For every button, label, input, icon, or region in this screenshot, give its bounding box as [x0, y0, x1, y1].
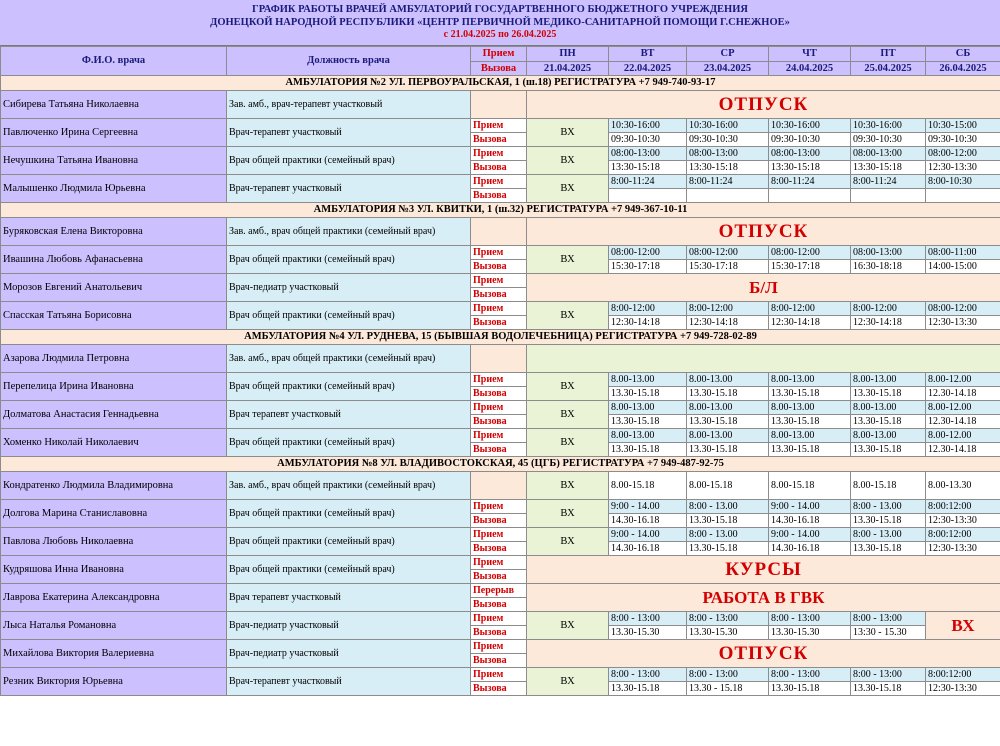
call-hours: 13:30 - 15.30 [851, 626, 926, 640]
reception-label: Прием [471, 668, 527, 682]
doctor-position: Врач-терапевт участковый [227, 175, 471, 203]
work-hours: 8.00-15.18 [687, 472, 769, 500]
status-note: Б/Л [527, 274, 1000, 302]
doctor-position: Зав. амб., врач общей практики (семейный врач) [227, 345, 471, 373]
call-hours [926, 189, 1000, 203]
doctor-position: Врач общей практики (семейный врач) [227, 302, 471, 330]
doctor-name: Резник Виктория Юрьевна [1, 668, 227, 696]
col-header-date: 21.04.2025 [527, 62, 609, 76]
calls-label: Вызова [471, 654, 527, 668]
col-header-day: ПН [527, 47, 609, 62]
reception-hours: 8.00-13.00 [769, 429, 851, 443]
doctor-name: Долгова Марина Станиславовна [1, 500, 227, 528]
call-hours: 13.30-15.30 [687, 626, 769, 640]
calls-label: Вызова [471, 514, 527, 528]
calls-label: Вызова [471, 598, 527, 612]
label-cell-empty [471, 472, 527, 500]
reception-hours: 08:00-13:00 [851, 246, 926, 260]
monday-day-off: ВХ [527, 175, 609, 203]
doctor-position: Врач общей практики (семейный врач) [227, 429, 471, 457]
status-note: ОТПУСК [527, 91, 1000, 119]
calls-label: Вызова [471, 626, 527, 640]
call-hours: 12:30-13:30 [926, 682, 1000, 696]
title-line-1: ГРАФИК РАБОТЫ ВРАЧЕЙ АМБУЛАТОРИЙ ГОСУДАРТВЕННОГО БЮДЖЕТНОГО УЧРЕЖДЕНИЯ [252, 4, 748, 15]
reception-label: Прием [471, 274, 527, 288]
col-header-vyzova: Вызова [471, 62, 527, 76]
call-hours [851, 189, 926, 203]
call-hours: 09:30-10:30 [926, 133, 1000, 147]
reception-label: Прием [471, 401, 527, 415]
section-header: АМБУЛАТОРИЯ №4 УЛ. РУДНЕВА, 15 (БЫВШАЯ ВОДОЛЕЧЕБНИЦА) РЕГИСТРАТУРА +7 949-728-02-89 [1, 330, 1000, 345]
doctor-name: Малышенко Людмила Юрьевна [1, 175, 227, 203]
doctor-name: Михайлова Виктория Валериевна [1, 640, 227, 668]
reception-hours: 9:00 - 14.00 [769, 528, 851, 542]
call-hours: 12:30-13:30 [926, 514, 1000, 528]
reception-hours: 10:30-16:00 [609, 119, 687, 133]
doctor-position: Врач общей практики (семейный врач) [227, 147, 471, 175]
doctor-position: Врач-терапевт участковый [227, 119, 471, 147]
call-hours: 12:30-14:18 [851, 316, 926, 330]
call-hours: 13.30-15.18 [769, 682, 851, 696]
col-header-priem: Прием [471, 47, 527, 62]
doctor-name: Лаврова Екатерина Александровна [1, 584, 227, 612]
label-cell-empty [471, 91, 527, 119]
call-hours: 12:30-14:18 [769, 316, 851, 330]
calls-label: Вызова [471, 260, 527, 274]
reception-hours: 8:00:12:00 [926, 528, 1000, 542]
reception-hours: 8.00-12.00 [926, 373, 1000, 387]
doctor-position: Врач-педиатр участковый [227, 274, 471, 302]
call-hours: 13.30-15.18 [769, 443, 851, 457]
monday-day-off: ВХ [527, 401, 609, 429]
call-hours: 13.30-15.18 [769, 387, 851, 401]
section-header: АМБУЛАТОРИЯ №3 УЛ. КВИТКИ, 1 (ш.32) РЕГИСТРАТУРА +7 949-367-10-11 [1, 203, 1000, 218]
call-hours: 13.30-15.18 [609, 443, 687, 457]
col-header-date: 22.04.2025 [609, 62, 687, 76]
doctor-name: Кудряшова Инна Ивановна [1, 556, 227, 584]
reception-label: Прием [471, 147, 527, 161]
call-hours: 13:30-15:18 [687, 161, 769, 175]
monday-day-off: ВХ [527, 373, 609, 401]
doctor-position: Зав. амб., врач общей практики (семейный врач) [227, 472, 471, 500]
call-hours: 13.30-15.18 [851, 387, 926, 401]
call-hours: 12.30-14.18 [926, 443, 1000, 457]
reception-hours: 8.00-13.00 [687, 401, 769, 415]
reception-hours: 8:00-12:00 [609, 302, 687, 316]
saturday-day-off: ВХ [926, 612, 1000, 640]
doctor-name: Павлюченко Ирина Сергеевна [1, 119, 227, 147]
reception-hours: 9:00 - 14.00 [609, 500, 687, 514]
reception-hours: 08:00-12:00 [926, 147, 1000, 161]
status-note: ОТПУСК [527, 640, 1000, 668]
reception-label: Прием [471, 246, 527, 260]
doctor-name: Морозов Евгений Анатольевич [1, 274, 227, 302]
calls-label: Вызова [471, 542, 527, 556]
call-hours: 13.30-15.18 [851, 682, 926, 696]
doctor-position: Врач общей практики (семейный врач) [227, 528, 471, 556]
schedule-table [0, 46, 1000, 696]
monday-day-off: ВХ [527, 119, 609, 147]
reception-hours: 9:00 - 14.00 [769, 500, 851, 514]
monday-day-off: ВХ [527, 472, 609, 500]
call-hours: 13.30-15.18 [609, 682, 687, 696]
reception-hours: 08:00-13:00 [687, 147, 769, 161]
reception-label: Прием [471, 528, 527, 542]
reception-hours: 8:00 - 13.00 [687, 500, 769, 514]
schedule-empty [527, 345, 1000, 373]
reception-hours: 8:00 - 13:00 [769, 612, 851, 626]
reception-label: Прием [471, 302, 527, 316]
doctor-name: Спасская Татьяна Борисовна [1, 302, 227, 330]
reception-hours: 8:00 - 13:00 [851, 668, 926, 682]
section-header: АМБУЛАТОРИЯ №8 УЛ. ВЛАДИВОСТОКСКАЯ, 45 (ЦГБ) РЕГИСТРАТУРА +7 949-487-92-75 [1, 457, 1000, 472]
call-hours: 12:30-13:30 [926, 316, 1000, 330]
reception-hours: 8.00-13.00 [687, 429, 769, 443]
reception-label: Прием [471, 612, 527, 626]
monday-day-off: ВХ [527, 302, 609, 330]
reception-hours: 8:00:12:00 [926, 500, 1000, 514]
doctor-name: Перепелица Ирина Ивановна [1, 373, 227, 401]
call-hours: 14.30-16.18 [769, 542, 851, 556]
col-header-date: 25.04.2025 [851, 62, 926, 76]
work-hours: 8.00-15.18 [851, 472, 926, 500]
call-hours: 13.30-15.30 [609, 626, 687, 640]
reception-hours: 8:00-11:24 [851, 175, 926, 189]
reception-label: Перерыв [471, 584, 527, 598]
reception-label: Прием [471, 373, 527, 387]
reception-hours: 8.00-13.00 [687, 373, 769, 387]
call-hours: 13.30-15.18 [851, 415, 926, 429]
col-header-day: ЧТ [769, 47, 851, 62]
call-hours: 13.30-15.18 [687, 387, 769, 401]
call-hours: 13:30-15:18 [851, 161, 926, 175]
call-hours: 12.30-14.18 [926, 387, 1000, 401]
call-hours: 13.30-15.18 [851, 514, 926, 528]
reception-hours: 8:00-11:24 [609, 175, 687, 189]
doctor-position: Врач общей практики (семейный врач) [227, 373, 471, 401]
call-hours: 15:30-17:18 [769, 260, 851, 274]
reception-hours: 08:00-11:00 [926, 246, 1000, 260]
call-hours: 13.30-15.18 [609, 415, 687, 429]
reception-hours: 10:30-16:00 [687, 119, 769, 133]
reception-hours: 8:00-12:00 [687, 302, 769, 316]
title-dates: с 21.04.2025 по 26.04.2025 [443, 29, 557, 40]
reception-hours: 8.00-12.00 [926, 429, 1000, 443]
call-hours: 13.30-15.18 [687, 415, 769, 429]
col-header-date: 23.04.2025 [687, 62, 769, 76]
col-header-day: ПТ [851, 47, 926, 62]
calls-label: Вызова [471, 415, 527, 429]
reception-hours: 10:30-16:00 [851, 119, 926, 133]
reception-hours: 8:00:12:00 [926, 668, 1000, 682]
call-hours [769, 189, 851, 203]
reception-hours: 08:00-12:00 [926, 302, 1000, 316]
call-hours: 09:30-10:30 [687, 133, 769, 147]
call-hours: 14.30-16.18 [769, 514, 851, 528]
section-header: АМБУЛАТОРИЯ №2 УЛ. ПЕРВОУРАЛЬСКАЯ, 1 (ш.18) РЕГИСТРАТУРА +7 949-740-93-17 [1, 76, 1000, 91]
col-header-day: СБ [926, 47, 1000, 62]
monday-day-off: ВХ [527, 147, 609, 175]
col-header-name: Ф.И.О. врача [1, 47, 227, 76]
col-header-date: 26.04.2025 [926, 62, 1000, 76]
doctor-name: Сибирева Татьяна Николаевна [1, 91, 227, 119]
doctor-name: Долматова Анастасия Геннадьевна [1, 401, 227, 429]
call-hours: 13.30-15.18 [687, 542, 769, 556]
reception-hours: 8.00-12.00 [926, 401, 1000, 415]
reception-hours: 10:30-15:00 [926, 119, 1000, 133]
reception-label: Прием [471, 640, 527, 654]
call-hours: 14.30-16.18 [609, 514, 687, 528]
calls-label: Вызова [471, 570, 527, 584]
doctor-position: Зав. амб., врач общей практики (семейный врач) [227, 218, 471, 246]
monday-day-off: ВХ [527, 528, 609, 556]
reception-hours: 8:00-11:24 [687, 175, 769, 189]
call-hours: 16:30-18:18 [851, 260, 926, 274]
reception-label: Прием [471, 175, 527, 189]
doctor-name: Буряковская Елена Викторовна [1, 218, 227, 246]
reception-hours: 08:00-12:00 [769, 246, 851, 260]
reception-hours: 8.00-13.00 [851, 429, 926, 443]
reception-hours: 8:00-12:00 [851, 302, 926, 316]
reception-hours: 8.00-13.00 [609, 401, 687, 415]
doctor-name: Лыса Наталья Романовна [1, 612, 227, 640]
reception-hours: 8.00-13.00 [851, 401, 926, 415]
status-note: КУРСЫ [527, 556, 1000, 584]
call-hours [609, 189, 687, 203]
reception-hours: 8.00-13.00 [769, 373, 851, 387]
call-hours: 12:30-14:18 [609, 316, 687, 330]
reception-hours: 8:00 - 13.00 [687, 528, 769, 542]
reception-label: Прием [471, 500, 527, 514]
label-cell-empty [471, 345, 527, 373]
doctor-position: Врач общей практики (семейный врач) [227, 500, 471, 528]
doctor-position: Врач общей практики (семейный врач) [227, 556, 471, 584]
reception-hours: 8:00 - 13:00 [687, 668, 769, 682]
reception-hours: 8:00-12:00 [769, 302, 851, 316]
work-hours: 8.00-13.30 [926, 472, 1000, 500]
call-hours: 13.30-15.30 [769, 626, 851, 640]
label-cell-empty [471, 218, 527, 246]
calls-label: Вызова [471, 161, 527, 175]
reception-label: Прием [471, 119, 527, 133]
reception-hours: 08:00-13:00 [851, 147, 926, 161]
call-hours: 12:30-13:30 [926, 161, 1000, 175]
status-note: РАБОТА В ГВК [527, 584, 1000, 612]
col-header-day: СР [687, 47, 769, 62]
calls-label: Вызова [471, 387, 527, 401]
calls-label: Вызова [471, 316, 527, 330]
reception-hours: 08:00-12:00 [609, 246, 687, 260]
call-hours: 15:30-17:18 [609, 260, 687, 274]
call-hours: 15:30-17:18 [687, 260, 769, 274]
reception-hours: 10:30-16:00 [769, 119, 851, 133]
work-hours: 8.00-15.18 [769, 472, 851, 500]
call-hours: 13.30-15.18 [851, 542, 926, 556]
call-hours: 13.30-15.18 [769, 415, 851, 429]
call-hours: 09:30-10:30 [851, 133, 926, 147]
reception-hours: 08:00-13:00 [769, 147, 851, 161]
monday-day-off: ВХ [527, 500, 609, 528]
reception-hours: 8:00 - 13:00 [769, 668, 851, 682]
reception-hours: 8:00 - 13.00 [851, 500, 926, 514]
call-hours: 13:30-15:18 [609, 161, 687, 175]
doctor-position: Врач терапевт участковый [227, 584, 471, 612]
call-hours: 13.30 - 15.18 [687, 682, 769, 696]
monday-day-off: ВХ [527, 612, 609, 640]
call-hours: 13.30-15.18 [609, 387, 687, 401]
call-hours: 12:30-14:18 [687, 316, 769, 330]
col-header-day: ВТ [609, 47, 687, 62]
reception-hours: 8.00-13.00 [609, 373, 687, 387]
call-hours [687, 189, 769, 203]
call-hours: 12:30-13:30 [926, 542, 1000, 556]
reception-hours: 8:00 - 13:00 [609, 612, 687, 626]
doctor-name: Хоменко Николай Николаевич [1, 429, 227, 457]
doctor-name: Павлова Любовь Николаевна [1, 528, 227, 556]
reception-hours: 8:00 - 13:00 [851, 612, 926, 626]
doctor-position: Врач-терапевт участковый [227, 668, 471, 696]
calls-label: Вызова [471, 682, 527, 696]
call-hours: 09:30-10:30 [609, 133, 687, 147]
reception-hours: 8:00-11:24 [769, 175, 851, 189]
call-hours: 09:30-10:30 [769, 133, 851, 147]
call-hours: 14.30-16.18 [609, 542, 687, 556]
col-header-position: Должность врача [227, 47, 471, 76]
doctor-position: Врач-педиатр участковый [227, 640, 471, 668]
reception-hours: 8.00-13.00 [851, 373, 926, 387]
reception-hours: 9:00 - 14.00 [609, 528, 687, 542]
reception-hours: 08:00-12:00 [687, 246, 769, 260]
reception-hours: 8.00-13.00 [769, 401, 851, 415]
doctor-position: Врач общей практики (семейный врач) [227, 246, 471, 274]
call-hours: 13.30-15.18 [851, 443, 926, 457]
calls-label: Вызова [471, 443, 527, 457]
reception-hours: 8:00 - 13:00 [687, 612, 769, 626]
doctor-name: Ивашина Любовь Афанасьевна [1, 246, 227, 274]
calls-label: Вызова [471, 288, 527, 302]
reception-label: Прием [471, 429, 527, 443]
doctor-position: Зав. амб., врач-терапевт участковый [227, 91, 471, 119]
reception-hours: 8:00-10:30 [926, 175, 1000, 189]
monday-day-off: ВХ [527, 668, 609, 696]
doctor-name: Азарова Людмила Петровна [1, 345, 227, 373]
monday-day-off: ВХ [527, 246, 609, 274]
work-hours: 8.00-15.18 [609, 472, 687, 500]
call-hours: 14:00-15:00 [926, 260, 1000, 274]
reception-hours: 08:00-13:00 [609, 147, 687, 161]
schedule-title [0, 0, 1000, 46]
monday-day-off: ВХ [527, 429, 609, 457]
reception-hours: 8:00 - 13.00 [851, 528, 926, 542]
doctor-position: Врач терапевт участковый [227, 401, 471, 429]
col-header-date: 24.04.2025 [769, 62, 851, 76]
call-hours: 13:30-15:18 [769, 161, 851, 175]
title-line-2: ДОНЕЦКОЙ НАРОДНОЙ РЕСПУБЛИКИ «ЦЕНТР ПЕРВИЧНОЙ МЕДИКО-САНИТАРНОЙ ПОМОЩИ Г.СНЕЖНОЕ» [210, 17, 790, 28]
reception-label: Прием [471, 556, 527, 570]
reception-hours: 8.00-13.00 [609, 429, 687, 443]
status-note: ОТПУСК [527, 218, 1000, 246]
calls-label: Вызова [471, 133, 527, 147]
calls-label: Вызова [471, 189, 527, 203]
doctor-name: Нечушкина Татьяна Ивановна [1, 147, 227, 175]
doctor-name: Кондратенко Людмила Владимировна [1, 472, 227, 500]
doctor-position: Врач-педиатр участковый [227, 612, 471, 640]
call-hours: 13.30-15.18 [687, 443, 769, 457]
reception-hours: 8:00 - 13:00 [609, 668, 687, 682]
call-hours: 12.30-14.18 [926, 415, 1000, 429]
call-hours: 13.30-15.18 [687, 514, 769, 528]
